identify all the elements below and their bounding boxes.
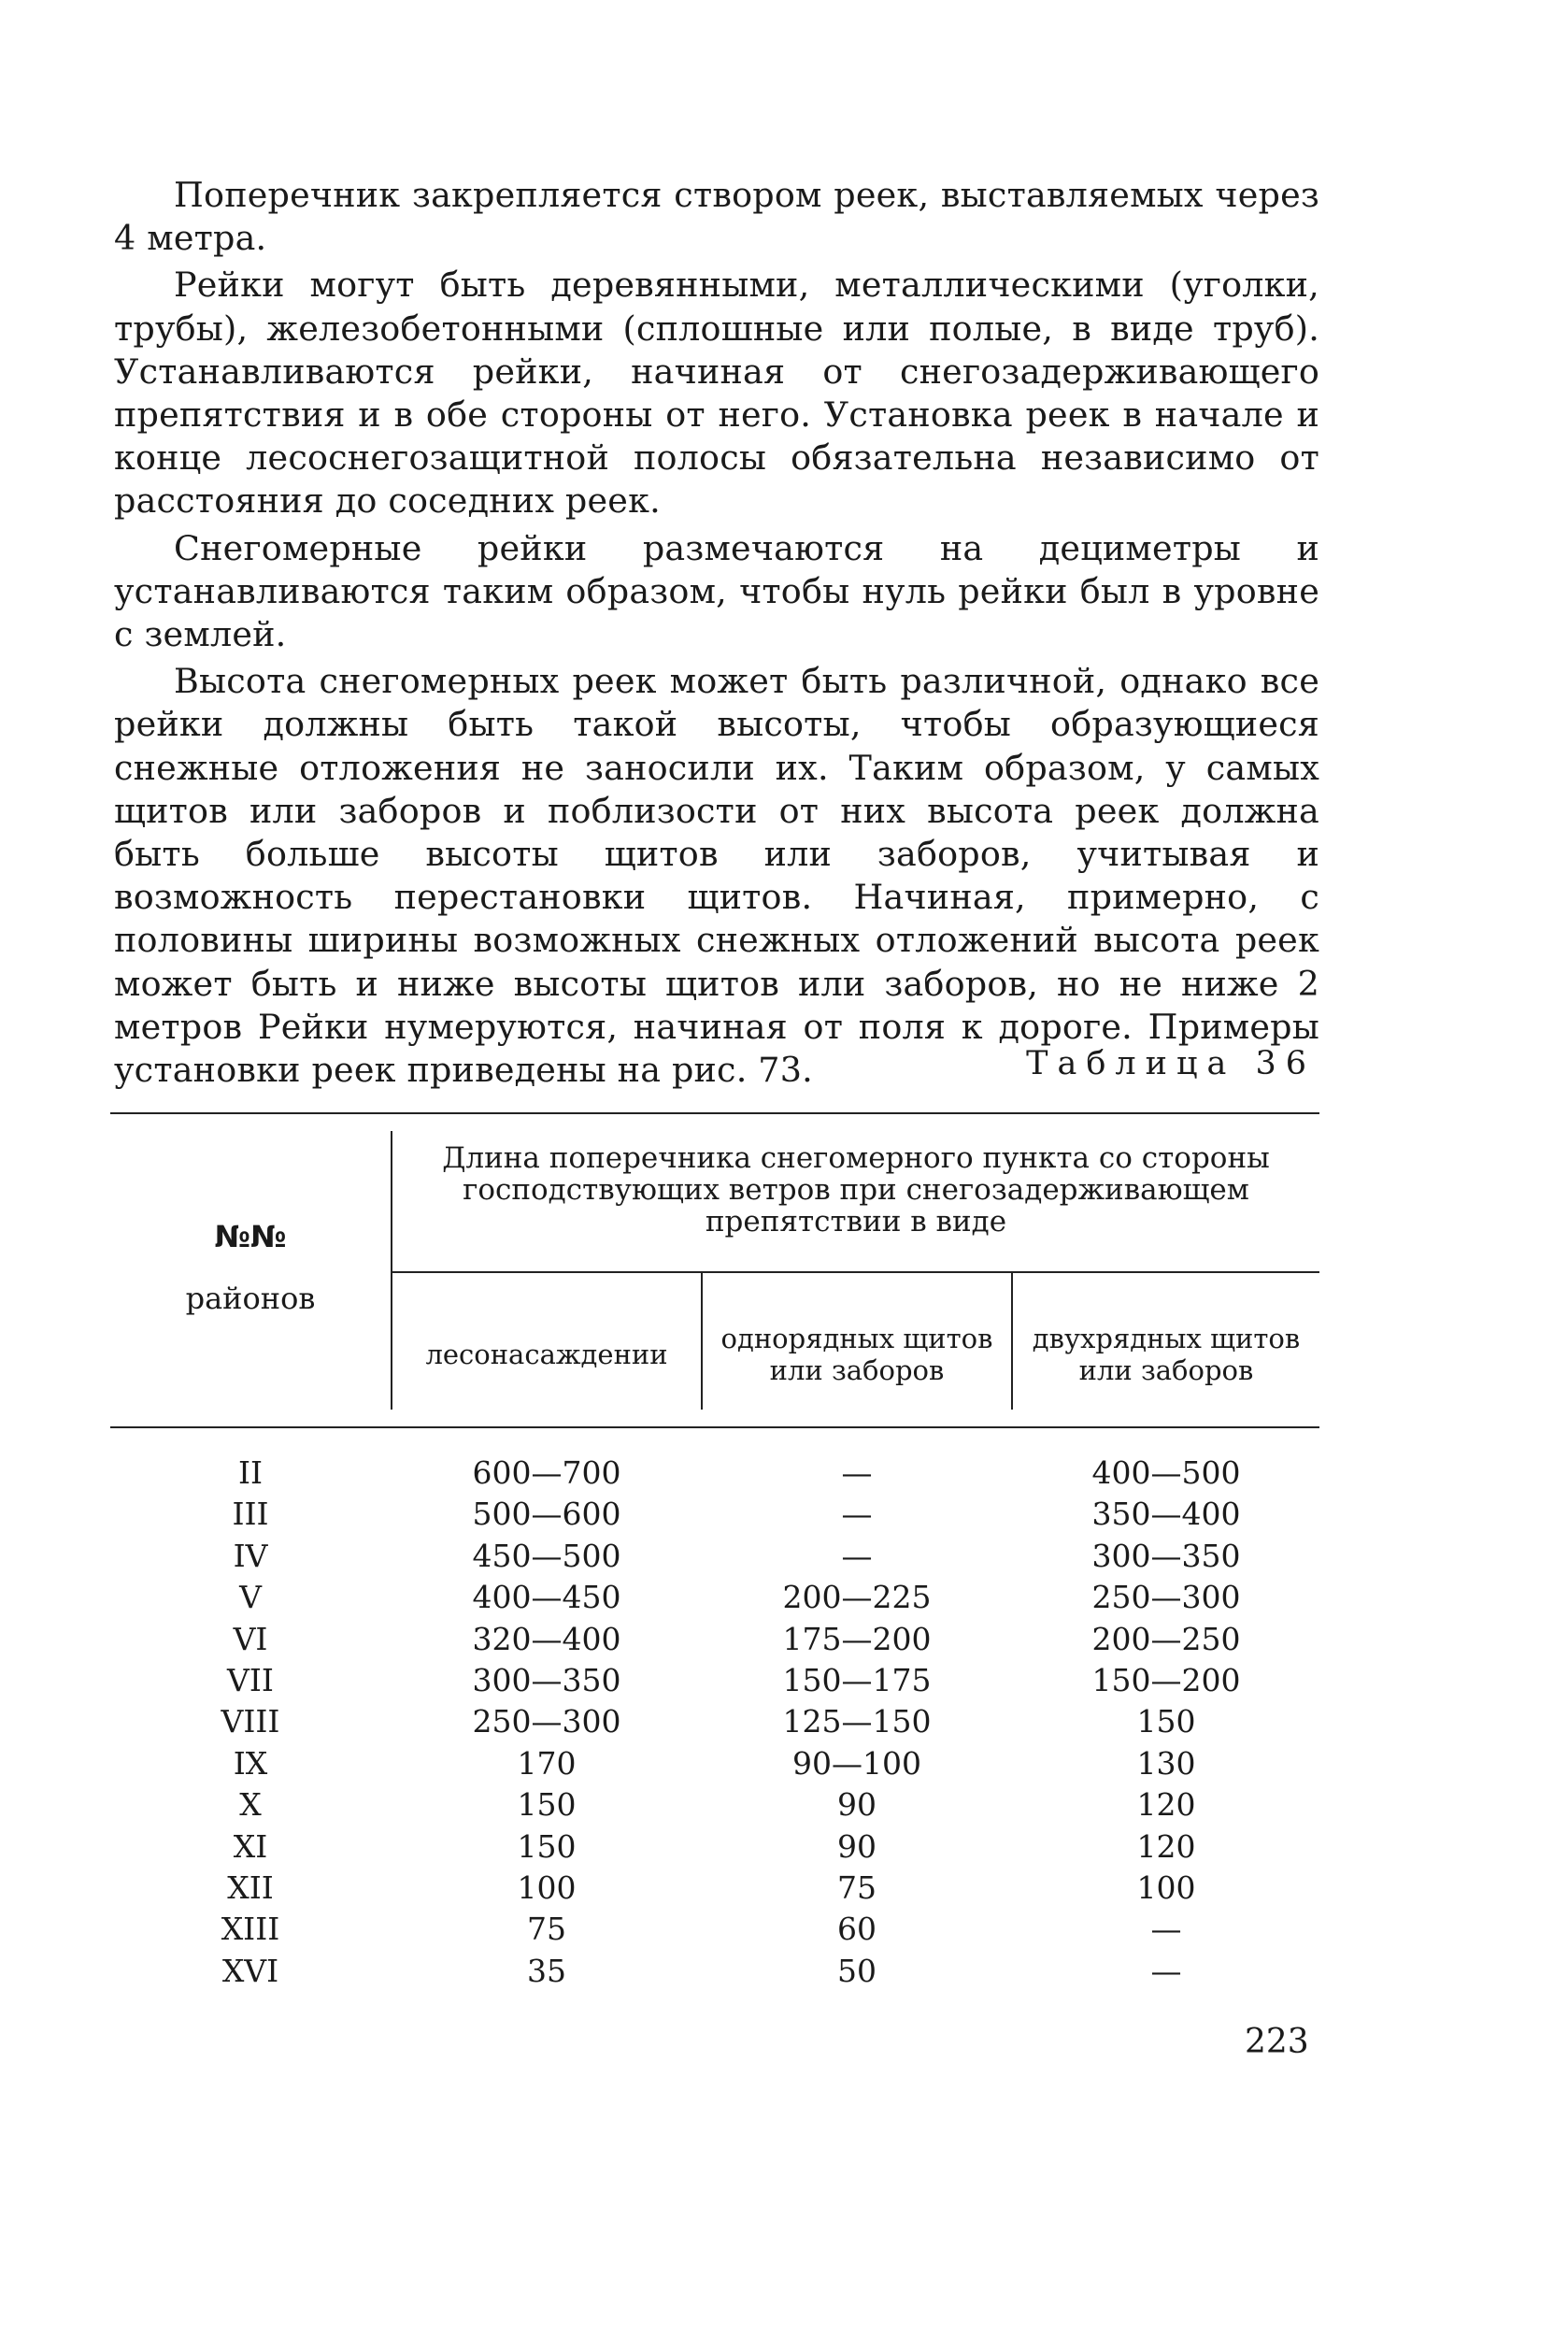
district-cell: IV (233, 1537, 268, 1574)
forest-cell: 35 (527, 1952, 566, 1989)
table-row (110, 1951, 1319, 1992)
forest-cell: 450—500 (472, 1537, 621, 1574)
district-cell: VIII (221, 1703, 280, 1740)
table-row (110, 1453, 1319, 1494)
district-word-label: районов (185, 1281, 316, 1316)
single-cell: — (841, 1454, 873, 1491)
double-cell: 120 (1136, 1786, 1196, 1824)
subheader-forest (392, 1282, 701, 1426)
forest-cell: 250—300 (472, 1703, 621, 1740)
district-cell: XI (233, 1827, 268, 1865)
group-header-title: Длина поперечника снегомерного пункта со стороны господствующих ветров при снегозадерживающем препятствии в виде (442, 1141, 1270, 1239)
district-cell: III (232, 1496, 269, 1533)
single-cell: 150—175 (782, 1661, 932, 1698)
double-cell: 150—200 (1091, 1661, 1241, 1698)
district-cell: VI (233, 1620, 268, 1657)
single-cell: 90—100 (792, 1744, 921, 1782)
district-header (110, 1114, 391, 1426)
double-cell: 400—500 (1091, 1454, 1241, 1491)
page-number: 223 (1245, 2023, 1309, 2061)
subheader-double (1013, 1282, 1319, 1426)
double-cell: 150 (1136, 1703, 1196, 1740)
subheader-forest-label: лесонасаждении (425, 1339, 668, 1370)
data-table (110, 1112, 1319, 1992)
double-cell: 130 (1136, 1744, 1196, 1782)
body-text (114, 174, 1319, 1095)
double-cell: — (1150, 1911, 1182, 1948)
forest-cell: 150 (517, 1786, 577, 1824)
table-row (110, 1536, 1319, 1577)
double-cell: 350—400 (1091, 1496, 1241, 1533)
double-cell: 300—350 (1091, 1537, 1241, 1574)
paragraph: Поперечник закрепляется створом реек, выставляемых через 4 метра. (114, 175, 1319, 259)
forest-cell: 600—700 (472, 1454, 621, 1491)
subheader-double-label: двухрядных щитов или заборов (1032, 1323, 1301, 1386)
single-cell: 125—150 (782, 1703, 932, 1740)
district-number-label: №№ (214, 1219, 287, 1254)
single-cell: 175—200 (782, 1620, 932, 1657)
table-caption: Таблица 36 (1026, 1045, 1316, 1082)
subheader-single (703, 1282, 1011, 1426)
table-row (110, 1494, 1319, 1535)
forest-cell: 170 (517, 1744, 577, 1782)
district-cell: XVI (221, 1952, 279, 1989)
paragraph: Снегомерные рейки размечаются на дециметры и устанавливаются таким образом, чтобы нуль рейки был в уровне с землей. (114, 527, 1319, 655)
single-cell: 75 (837, 1869, 877, 1906)
single-cell: 200—225 (782, 1579, 932, 1616)
forest-cell: 300—350 (472, 1661, 621, 1698)
single-cell: 50 (837, 1952, 877, 1989)
forest-cell: 500—600 (472, 1496, 621, 1533)
district-cell: IX (233, 1744, 268, 1782)
table-row (110, 1784, 1319, 1826)
forest-cell: 100 (517, 1869, 577, 1906)
table-row (110, 1868, 1319, 1909)
paragraph: Высота снегомерных реек может быть различной, однако все рейки должны быть такой высоты, чтобы образующиеся снежные отложения не заносили их. Таким образом, у самых щитов или заборов и поблизости от них высота реек должна быть больше высоты щитов или заборов, учитывая и возможность перестановки щитов. Начиная, примерно, с половины ширины возможных снежных отложений высота реек может быть и ниже высоты щитов или заборов, но не ниже 2 метров Рейки нумеруются, начиная от поля к дороге. Примеры установки реек приведены на рис. 73. (114, 661, 1319, 1091)
double-cell: 120 (1136, 1827, 1196, 1865)
subheader-divider (392, 1271, 1319, 1273)
double-cell: 100 (1136, 1869, 1196, 1906)
paragraph: Рейки могут быть деревянными, металлическими (уголки, трубы), железобетонными (сплошные или полые, в виде труб). Устанавливаются рейки, начиная от снегозадерживающего препятствия и в обе стороны от него. Установка реек в начале и конце лесоснегозащитной полосы обязательна независимо от расстояния до соседних реек. (114, 265, 1319, 522)
forest-cell: 150 (517, 1827, 577, 1865)
district-cell: VII (227, 1661, 274, 1698)
forest-cell: 400—450 (472, 1579, 621, 1616)
single-cell: — (841, 1537, 873, 1574)
table-row (110, 1701, 1319, 1742)
double-cell: — (1150, 1952, 1182, 1989)
table-row (110, 1619, 1319, 1660)
table-row (110, 1826, 1319, 1868)
table-row (110, 1743, 1319, 1784)
table-header (110, 1114, 1319, 1426)
forest-cell: 75 (527, 1911, 566, 1948)
single-cell: — (841, 1496, 873, 1533)
district-cell: V (239, 1579, 262, 1616)
table-row (110, 1909, 1319, 1950)
table-row (110, 1577, 1319, 1618)
double-cell: 250—300 (1091, 1579, 1241, 1616)
district-cell: XIII (221, 1911, 280, 1948)
district-cell: X (239, 1786, 262, 1824)
district-cell: XII (227, 1869, 274, 1906)
single-cell: 90 (837, 1827, 877, 1865)
subheader-single-label: однорядных щитов или заборов (720, 1323, 993, 1386)
district-cell: II (237, 1454, 264, 1491)
single-cell: 90 (837, 1786, 877, 1824)
table-body (110, 1428, 1319, 1992)
forest-cell: 320—400 (472, 1620, 621, 1657)
single-cell: 60 (837, 1911, 877, 1948)
table-row (110, 1660, 1319, 1701)
double-cell: 200—250 (1091, 1620, 1241, 1657)
